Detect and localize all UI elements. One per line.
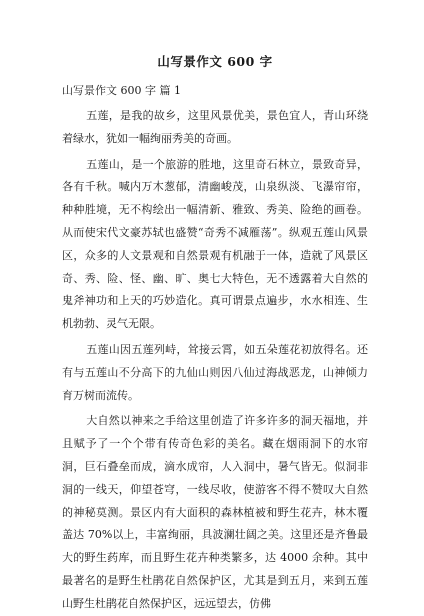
paragraph-4: 大自然以神来之手给这里创造了许多许多的洞天福地，并且赋予了一个个带有传奇色彩的美名。藏在烟雨洞下的水帘洞，巨石叠垒而成，滴水成帘，人入洞中，暑气皆无。似洞非洞的一线天，仰望苍穹，一线尽收，使游客不得不赞叹大自然的神秘莫测。景区内有大面积的森林植被和野生花卉，林木覆盖达 70%以上，丰富绚丽，具波澜壮阔之美。这里还是齐鲁最大的野生药库，而且野生花卉种类繁多，达 4000 余种。其中最著名的是野生杜鹃花自然保护区，尤其是到五月，来到五莲山野生杜鹃花自然保护区，远远望去，仿佛 [62,414,368,610]
paragraph-3: 五莲山因五莲列峙，耸接云霄，如五朵莲花初放得名。还有与五莲山不分高下的九仙山则因八仙过海战恶龙，山神倾力育万树而流传。 [62,342,368,402]
paragraph-1: 五莲，是我的故乡，这里风景优美，景色宜人，青山环绕着绿水，犹如一幅绚丽秀美的奇画。 [62,109,368,145]
document-subtitle: 山写景作文 600 字 篇 1 [62,84,181,97]
paragraph-2: 五莲山，是一个旅游的胜地，这里奇石林立，景致奇异，各有千秋。喊内万木葱郁，清幽峻茂，山泉纵淡、飞瀑帘帘，种种胜境，无不构绘出一幅清新、雅致、秀美、险绝的画卷。从而使宋代文豪苏轼也盛赞“奇秀不减雁荡”。纵观五莲山风景区，众多的人文景观和自然景观有机融于一体，造就了风景区奇、秀、险、怪、幽、旷、奥七大特色，无不透露着大自然的鬼斧神功和上天的巧妙造化。真可谓景点遍步，水水相连、生机勃勃、灵气无限。 [62,157,368,331]
document-title: 山写景作文 600 字 [157,54,273,69]
